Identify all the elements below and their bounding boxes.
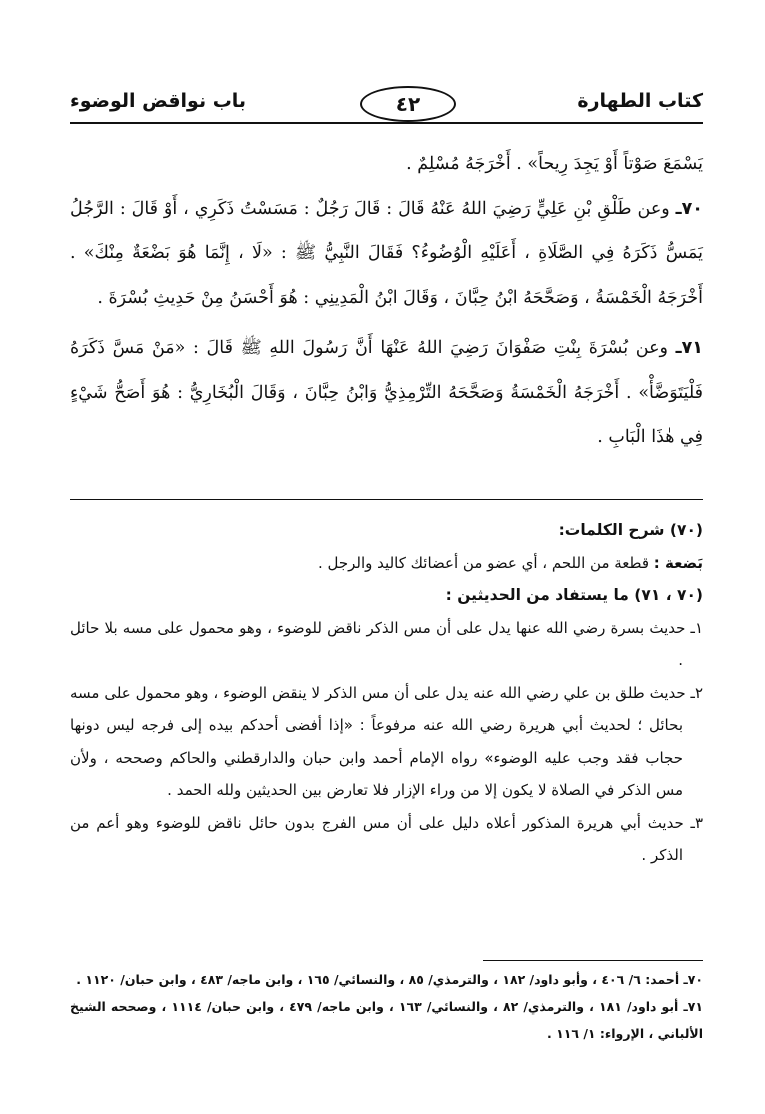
header-rule — [70, 122, 703, 124]
footnotes — [70, 966, 703, 1047]
benefit-item: ١ـ حديث بسرة رضي الله عنها يدل على أن مس الذكر ناقض للوضوء ، وهو محمول على مسه بلا حائل . — [70, 618, 703, 669]
hadith-71 — [70, 326, 703, 460]
page-header — [70, 86, 703, 126]
hadith-section — [70, 142, 703, 460]
hadith-70-text: وعن طَلْقِ بْنِ عَلِيٍّ رَضِيَ اللهُ عَنْهُ قَالَ : قَالَ رَجُلٌ : مَسَسْتُ ذَكَرِي ، أَوْ قَالَ : الرَّجُلُ يَمَسُّ ذَكَرَهُ فِي الصَّلَاةِ ، أَعَلَيْهِ الْوُضُوءُ؟ فَقَالَ النَّبِيُّ ﷺ : «لَا ، إِنَّمَا هُوَ بَضْعَةٌ مِنْكَ» . أَخْرَجَهُ الْخَمْسَةُ ، وَصَحَّحَهُ ابْنُ حِبَّانَ ، وَقَالَ ابْنُ الْمَدِينِي : هُوَ أَحْسَنُ مِنْ حَدِيثِ بُسْرَةَ . — [70, 198, 703, 308]
footnote-71: ٧١ـ أبو داود/ ١٨١ ، والترمذي/ ٨٢ ، والنسائي/ ١٦٣ ، وابن ماجه/ ٤٧٩ ، وابن حبان/ ١١١٤ ، وصححه الشيخ الألباني ، الإرواء: ١/ ١١٦ . — [70, 999, 703, 1041]
vocab-term: بَضعة : — [653, 553, 703, 572]
book-title: كتاب الطهارة — [577, 90, 703, 112]
benefits-heading: (٧٠ ، ٧١) ما يستفاد من الحديثين : — [445, 586, 703, 604]
continued-line: يَسْمَعَ صَوْتاً أَوْ يَجِدَ رِيحاً» . أَخْرَجَهُ مُسْلِمٌ . — [406, 154, 703, 174]
hadith-70 — [70, 187, 703, 321]
hadith-71-number: ٧١ـ — [675, 338, 703, 358]
commentary-section — [70, 514, 703, 872]
vocab-entry — [70, 547, 703, 580]
hadith-70-number: ٧٠ـ — [675, 198, 703, 219]
footnote-rule — [483, 960, 703, 961]
chapter-title: باب نواقض الوضوء — [70, 90, 247, 112]
section-divider — [70, 499, 703, 500]
benefit-item: ٢ـ حديث طلق بن علي رضي الله عنه يدل على أن مس الذكر لا ينقض الوضوء ، وهو محمول على مسه بحائل ؛ لحديث أبي هريرة رضي الله عنه مرفوعاً : «إذا أفضى أحدكم بيده إلى فرجه ليس دونها حجاب فقد وجب عليه الوضوء» رواه الإمام أحمد وابن حبان والدارقطني والحاكم وصححه ، ولأن مس الذكر في الصلاة لا يكون إلا من وراء الإزار فلا تعارض بين الحديثين ولله الحمد . — [70, 683, 703, 799]
benefit-item: ٣ـ حديث أبي هريرة المذكور أعلاه دليل على أن مس الفرج بدون حائل ناقض للوضوء وهو أعم من الذكر . — [70, 813, 703, 864]
footnote-70: ٧٠ـ أحمد: ٦/ ٤٠٦ ، وأبو داود/ ١٨٢ ، والترمذي/ ٨٥ ، والنسائي/ ١٦٥ ، وابن ماجه/ ٤٨٣ ، وابن حبان/ ١١٢٠ . — [76, 972, 703, 987]
page-number: ٤٢ — [360, 86, 456, 122]
vocab-heading: (٧٠) شرح الكلمات: — [558, 521, 703, 539]
vocab-definition: قطعة من اللحم ، أي عضو من أعضائك كاليد والرجل . — [317, 553, 650, 572]
hadith-71-text: وعن بُسْرَةَ بِنْتِ صَفْوَانَ رَضِيَ اللهُ عَنْهَا أَنَّ رَسُولَ اللهِ ﷺ قَالَ : «مَنْ مَسَّ ذَكَرَهُ فَلْيَتَوَضَّأْ» . أَخْرَجَهُ الْخَمْسَةُ وَصَحَّحَهُ التِّرْمِذِيُّ وَابْنُ حِبَّانَ ، وَقَالَ الْبُخَارِيُّ : هُوَ أَصَحُّ شَيْءٍ فِي هٰذَا الْبَابِ . — [70, 338, 703, 447]
